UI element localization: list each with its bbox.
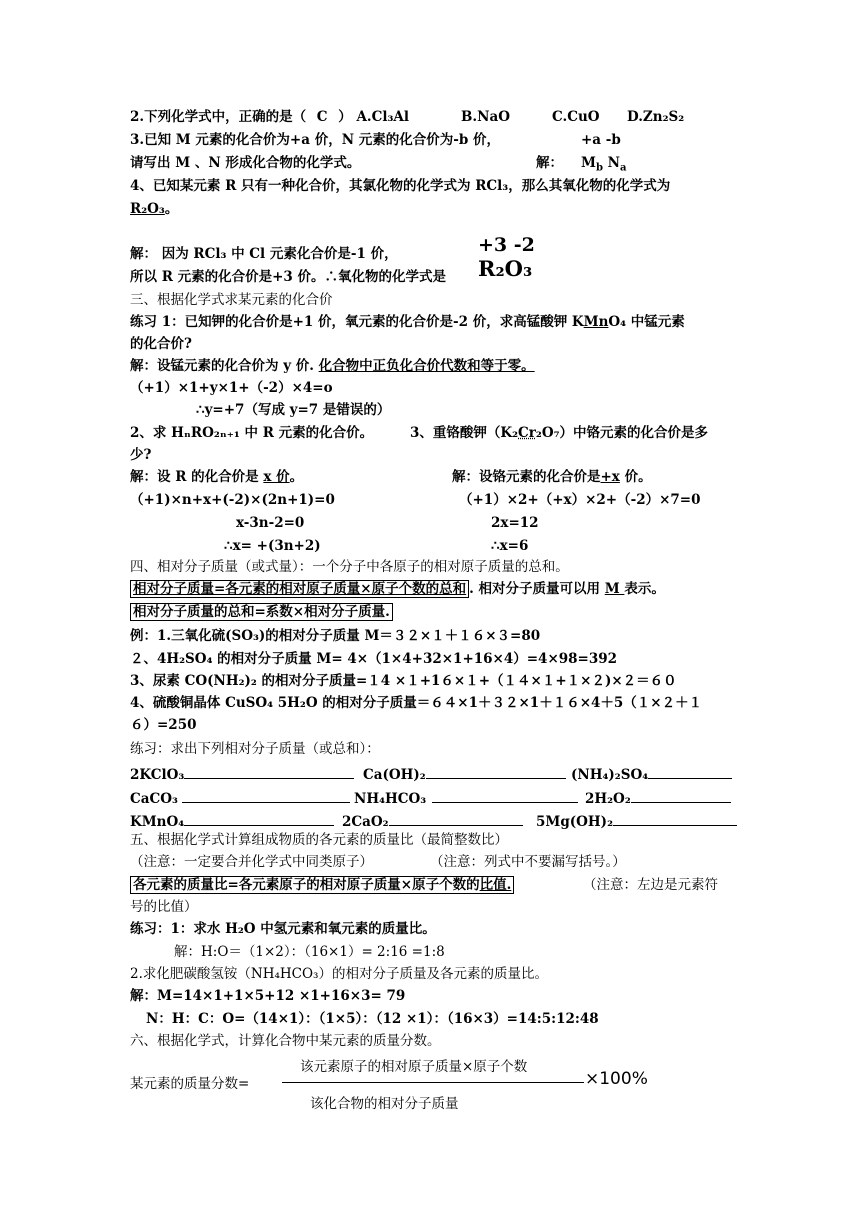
s3-heading: 三、根据化学式求某元素的化合价 [130,292,333,308]
q2-option-c: C.CuO [552,109,600,125]
practice-item-4 [130,788,350,808]
s5-ex2-sol2: N：H：C：O=（14×1）：（1×5）：（12 ×1）：（16×3）=14:5:12:48 [146,1011,599,1027]
q2-option-d: D.Zn₂S₂ [627,109,685,125]
s3-left-eq3: ∴x= +(3n+2) [224,538,321,554]
s3-right-sol [452,468,652,486]
s5-ex1: 练习：1：求水 H₂O 中氢元素和氧元素的质量比。 [130,921,436,937]
q3-line2: 请写出 M 、N 形成化合物的化学式。 [130,155,361,171]
s3-sol-a: 解：设锰元素的化合价为 y 价. [130,358,319,374]
s4-box1-after-b: 表示。 [624,581,665,597]
q4-big-formula: R₂O₃ [478,256,533,281]
practice-item-5 [354,788,578,808]
s4-ex2: ２、4H₂SO₄ 的相对分子质量 M= 4×（1×4+32×1+16×4）=4×98=392 [130,651,618,667]
s3-right-sol-a: 解：设铬元素的化合价是 [452,469,601,485]
s3-right-eq3: ∴x=6 [491,538,529,554]
q2-option-a: A.Cl₃Al [356,109,410,125]
practice-blank-6[interactable] [631,788,731,803]
s5-box-u: 比值. [479,877,512,893]
practice-item-3 [571,764,732,784]
s3-ex1-c: 的化合价? [130,336,192,352]
s4-practice: 练习：求出下列相对分子质量（或总和）： [130,741,380,757]
s3-ex1-b: O₄ 中锰元素 [608,314,685,330]
s4-box1-text: 相对分子质量=各元素的相对原子质量×原子个数的总和 [133,581,467,597]
s3-right-eq2: 2x=12 [491,515,539,531]
practice-blank-7[interactable] [184,811,334,826]
s3-left-eq2: x-3n-2=0 [236,515,305,531]
s5-box-after2: 号的比值） [130,899,198,915]
s4-heading: 四、相对分子质量（或式量）：一个分子中各原子的相对原子质量的总和。 [130,559,569,575]
q2-close: ） [338,109,352,125]
s3-q3-line [410,424,708,442]
s3-left-sol [130,468,303,486]
s3-left-eq1: （+1)×n+x+(-2)×(2n+1)=0 [130,492,335,508]
practice-blank-9[interactable] [613,811,737,826]
s3-q3-cr: Cr [518,425,536,441]
q2-text: 2.下列化学式中，正确的是（ [130,109,307,125]
q4-sol1: 解： 因为 RCl₃ 中 Cl 元素化合价是-1 价， [130,246,398,262]
practice-item-7 [130,811,334,831]
s3-left-sol-u: x 价 [263,469,290,485]
practice-item-8 [342,811,523,831]
s4-ex4-b: ６）=250 [130,717,197,733]
s3-q3-a: 3、重铬酸钾（K₂ [410,425,519,441]
s4-box2-line [130,603,393,621]
s6-fraction-bar [282,1082,584,1083]
s5-box-a: 各元素的质量比=各元素原子的相对原子质量×原子个数的 [133,877,480,893]
q2-answer: C [316,109,328,125]
s5-ex2: 2.求化肥碳酸氢铵（NH₄HCO₃）的相对分子质量及各元素的质量比。 [130,966,548,982]
s5-note1: （注意：一定要合并化学式中同类原子） [130,854,373,870]
s3-ex1-line [130,313,685,331]
q3-solution-label: 解： [536,155,563,171]
s5-ex1-sol: 解：H:O＝（1×2）：（16×1）= 2:16 =1:8 [174,944,445,960]
practice-blank-2[interactable] [426,764,566,779]
s6-denominator: 该化合物的相对分子质量 [310,1096,459,1112]
practice-blank-3[interactable] [648,764,732,779]
practice-item-1 [130,764,354,784]
s6-times100: ×100% [585,1069,648,1089]
s3-sol-rule: 化合物中正负化合价代数和等于零。 [318,358,535,374]
practice-label-9: 5Mg(OH)₂ [536,814,613,830]
q4-line1: 4、已知某元素 R 只有一种化合价，其氯化物的化学式为 RCl₃，那么其氧化物的化学式为 [130,178,671,194]
practice-blank-5[interactable] [432,788,578,803]
s3-q3-b: ₂O₇）中铬元素的化合价是多 [535,425,708,441]
practice-label-4: CaCO₃ [130,791,178,807]
practice-label-3: (NH₄)₂SO₄ [571,767,649,783]
practice-item-2 [363,764,566,784]
q2-option-b: B.NaO [461,109,510,125]
practice-label-1: 2KClO₃ [130,767,185,783]
practice-item-6 [585,788,731,808]
s4-ex4-a: 4、硫酸铜晶体 CuSO₄ 5H₂O 的相对分子质量＝６４×1＋３２×1＋１６×4＋5（１×２＋１ [130,695,703,711]
q4-answer-line [130,200,178,218]
s4-box1-line [130,580,665,598]
s4-box1-after-a: . 相对分子质量可以用 [469,581,605,597]
q3-formula-text: $M_b$ $N_a$ [581,155,627,174]
q3-valences: +a -b [581,132,621,148]
q4-answer: R₂O₃ [130,201,165,217]
s6-numerator: 该元素原子的相对原子质量×原子个数 [300,1059,528,1075]
practice-label-6: 2H₂O₂ [585,791,631,807]
s3-eq1: （+1）×1+y×1+（-2）×4=o [130,380,333,396]
s5-note2: （注意：列式中不要漏写括号。） [430,854,626,870]
q3-solution-formula [581,154,626,178]
s3-left-sol-a: 解：设 R 的化合价是 [130,469,264,485]
s5-box-line [130,876,514,894]
s5-box-after: （注意：左边是元素符 [583,877,718,893]
s5-ex2-sol1: 解：M=14×1+1×5+12 ×1+16×3= 79 [130,988,406,1004]
s3-sol-line [130,357,535,375]
s3-eq2: ∴y=+7（写成 y=7 是错误的） [196,402,391,418]
practice-blank-1[interactable] [184,764,354,779]
q4-answer-end: 。 [164,201,179,217]
practice-label-2: Ca(OH)₂ [363,767,426,783]
q4-big-valence: +3 -2 [478,234,535,256]
s4-box1-m: M [604,581,625,597]
s3-ex1-a: 练习 1：已知钾的化合价是+1 价，氧元素的化合价是-2 价，求高锰酸钾 K [130,314,584,330]
practice-label-7: KMnO₄ [130,814,185,830]
s3-right-eq1: （+1）×2+（+x）×2+（-2）×7=0 [459,492,701,508]
practice-label-8: 2CaO₂ [342,814,389,830]
practice-label-5: NH₄HCO₃ [354,791,427,807]
s3-q3-c: 少? [130,447,152,463]
s3-right-sol-u: +x [600,469,620,485]
s5-heading: 五、根据化学式计算组成物质的各元素的质量比（最简整数比） [130,832,508,848]
practice-item-9 [536,811,737,831]
q4-sol2: 所以 R 元素的化合价是+3 价。∴氧化物的化学式是 [130,269,447,285]
s5-box [130,876,514,894]
s4-box2: 相对分子质量的总和=系数×相对分子质量. [130,603,393,621]
s3-q2: 2、求 HₙRO₂ₙ₊₁ 中 R 元素的化合价。 [130,425,374,441]
s3-left-sol-b: 。 [289,469,304,485]
practice-blank-4[interactable] [182,788,350,803]
s4-box1 [130,580,469,598]
s3-ex1-mn: Mn [583,314,609,330]
s6-label: 某元素的质量分数= [130,1076,250,1092]
s4-ex3: 3、尿素 CO(NH₂)₂ 的相对分子质量=１4 ×１+1６×１+（１４×１+１×２)×２＝６０ [130,673,677,689]
s3-right-sol-b: 价。 [619,469,652,485]
q3-line1: 3.已知 M 元素的化合价为+a 价，N 元素的化合价为-b 价， [130,132,500,148]
s6-heading: 六、根据化学式，计算化合物中某元素的质量分数。 [130,1033,441,1049]
s4-ex1: 例：1.三氧化硫(SO₃)的相对分子质量 M＝３２×１＋１６×３=80 [130,628,541,644]
practice-blank-8[interactable] [389,811,523,826]
q2-line [130,108,409,126]
